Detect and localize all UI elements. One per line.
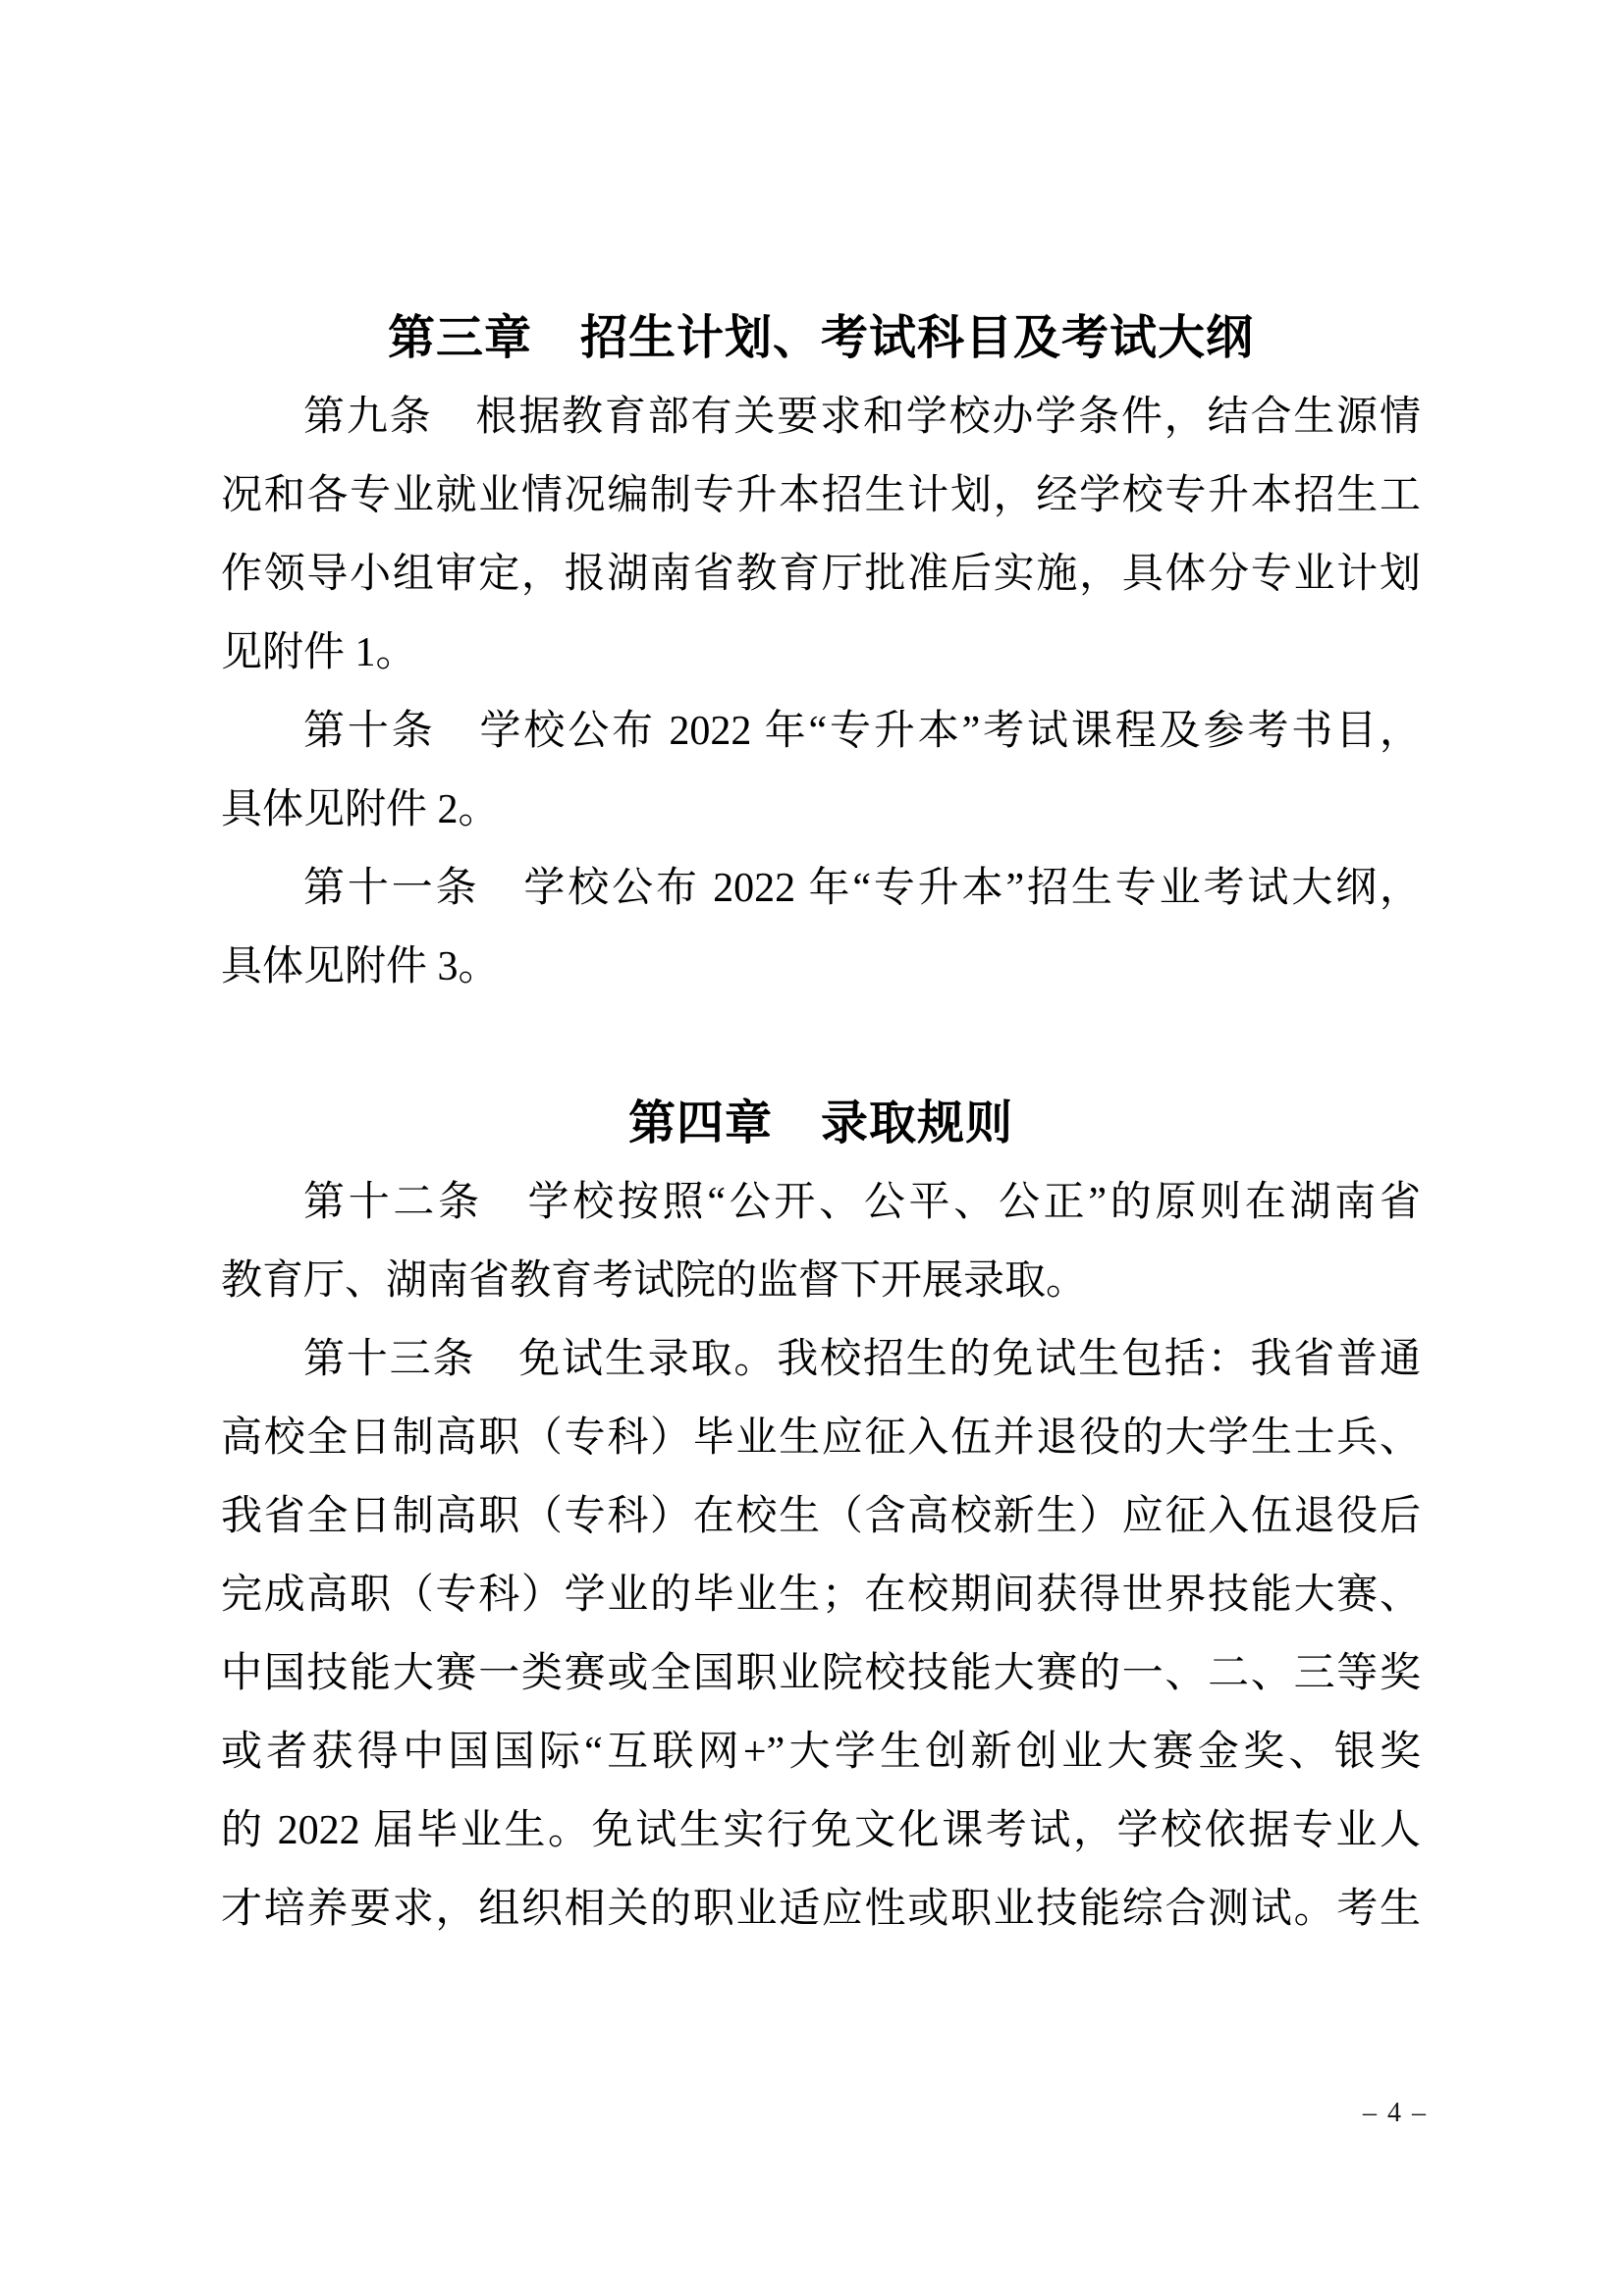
article-13-line-4: 完成高职（专科）学业的毕业生；在校期间获得世界技能大赛、	[221, 1573, 1421, 1618]
article-12-line-1: 第十二条 学校按照“公开、公平、公正”的原则在湖南省	[303, 1180, 1421, 1225]
article-9-line-4: 见附件 1。	[221, 630, 417, 675]
article-13-line-7: 的 2022 届毕业生。免试生实行免文化课考试，学校依据专业人	[221, 1808, 1421, 1853]
article-10-line-1: 第十条 学校公布 2022 年“专升本”考试课程及参考书目，	[303, 709, 1421, 754]
article-9-line-1: 第九条 根据教育部有关要求和学校办学条件，结合生源情	[303, 395, 1421, 440]
chapter-3-heading: 第三章 招生计划、考试科目及考试大纲	[387, 312, 1254, 364]
article-13-line-8: 才培养要求，组织相关的职业适应性或职业技能综合测试。考生	[221, 1887, 1421, 1932]
article-13-line-5: 中国技能大赛一类赛或全国职业院校技能大赛的一、二、三等奖	[221, 1651, 1421, 1696]
document-content	[221, 299, 1421, 1949]
article-11-line-1: 第十一条 学校公布 2022 年“专升本”招生专业考试大纲，	[303, 866, 1421, 911]
article-11-line-2: 具体见附件 3。	[221, 944, 500, 989]
article-10-line-2: 具体见附件 2。	[221, 787, 500, 832]
article-13-line-1: 第十三条 免试生录取。我校招生的免试生包括：我省普通	[303, 1337, 1421, 1382]
article-9-line-2: 况和各专业就业情况编制专升本招生计划，经学校专升本招生工	[221, 473, 1421, 518]
article-13-line-2: 高校全日制高职（专科）毕业生应征入伍并退役的大学生士兵、	[221, 1415, 1421, 1461]
article-9-line-3: 作领导小组审定，报湖南省教育厅批准后实施，具体分专业计划	[221, 552, 1421, 597]
article-12-line-2: 教育厅、湖南省教育考试院的监督下开展录取。	[221, 1258, 1088, 1304]
article-13-line-3: 我省全日制高职（专科）在校生（含高校新生）应征入伍退役后	[221, 1494, 1421, 1539]
article-13-line-6: 或者获得中国国际“互联网+”大学生创新创业大赛金奖、银奖	[221, 1730, 1421, 1775]
page-number: – 4 –	[1363, 2098, 1428, 2128]
chapter-4-heading: 第四章 录取规则	[627, 1097, 1013, 1149]
blank-line-spacer	[221, 1006, 1421, 1085]
